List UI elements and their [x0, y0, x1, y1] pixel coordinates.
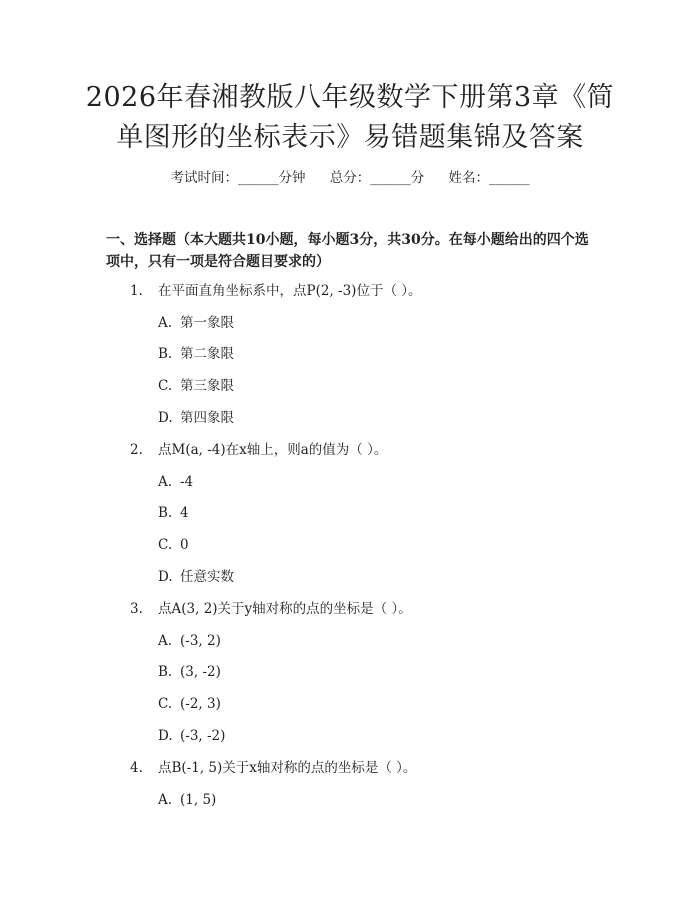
option-letter: D.: [158, 728, 173, 744]
option-text: 第二象限: [180, 346, 234, 362]
option-letter: C.: [158, 537, 173, 553]
question-2: [130, 440, 387, 460]
question-text: 点B(-1, 5)关于x轴对称的点的坐标是（ ）。: [158, 760, 417, 776]
question-number: 3.: [130, 601, 143, 617]
option-text: 第一象限: [180, 315, 234, 331]
option-letter: C.: [158, 696, 173, 712]
exam-score: 总分：______分: [329, 170, 425, 186]
question-text: 点A(3, 2)关于y轴对称的点的坐标是（ ）。: [158, 601, 412, 617]
question-2-option-b: [158, 503, 189, 523]
question-4: [130, 758, 416, 778]
question-3-option-c: [158, 694, 221, 714]
option-text: 第三象限: [180, 378, 234, 394]
option-letter: D.: [158, 569, 173, 585]
option-letter: D.: [158, 410, 173, 426]
option-text: (3, -2): [180, 664, 221, 680]
exam-name: 姓名：______: [448, 170, 530, 186]
question-number: 4.: [130, 760, 143, 776]
option-text: 4: [180, 505, 189, 521]
question-1-option-a: [158, 313, 234, 333]
option-letter: A.: [158, 633, 173, 649]
title-line-2: 单图形的坐标表示》易错题集锦及答案: [116, 122, 584, 153]
question-2-option-c: [158, 535, 189, 555]
option-text: -4: [180, 474, 194, 490]
exam-info: [0, 168, 700, 188]
question-number: 2.: [130, 442, 143, 458]
question-4-option-a: [158, 790, 216, 810]
option-letter: B.: [158, 505, 173, 521]
section-title-line-2: 项中，只有一项是符合题目要求的）: [106, 254, 330, 270]
option-letter: A.: [158, 315, 173, 331]
option-text: (1, 5): [180, 792, 217, 808]
question-text: 点M(a, -4)在x轴上，则a的值为（ ）。: [158, 442, 388, 458]
question-1-option-c: [158, 376, 234, 396]
option-letter: B.: [158, 346, 173, 362]
document-title: [40, 78, 660, 158]
question-3-option-b: [158, 662, 221, 682]
question-number: 1.: [130, 283, 143, 299]
option-letter: A.: [158, 474, 173, 490]
option-text: (-3, 2): [180, 633, 221, 649]
exam-time: 考试时间：______分钟: [170, 170, 306, 186]
option-text: 第四象限: [180, 410, 234, 426]
option-text: 0: [180, 537, 189, 553]
option-text: (-3, -2): [180, 728, 226, 744]
question-2-option-d: [158, 567, 234, 587]
question-3-option-a: [158, 631, 221, 651]
section-title-line-1: 一、选择题（本大题共10小题，每小题3分，共30分。在每小题给出的四个选: [106, 232, 589, 248]
question-2-option-a: [158, 472, 193, 492]
option-text: (-2, 3): [180, 696, 221, 712]
option-letter: A.: [158, 792, 173, 808]
question-1-option-d: [158, 408, 234, 428]
option-letter: B.: [158, 664, 173, 680]
question-1-option-b: [158, 344, 234, 364]
question-3-option-d: [158, 726, 225, 746]
section-title: [106, 229, 640, 273]
question-3: [130, 599, 412, 619]
option-letter: C.: [158, 378, 173, 394]
title-line-1: 2026年春湘教版八年级数学下册第3章《简: [85, 82, 615, 113]
option-text: 任意实数: [180, 569, 234, 585]
question-1: [130, 281, 421, 301]
question-text: 在平面直角坐标系中，点P(2, -3)位于（ ）。: [158, 283, 422, 299]
